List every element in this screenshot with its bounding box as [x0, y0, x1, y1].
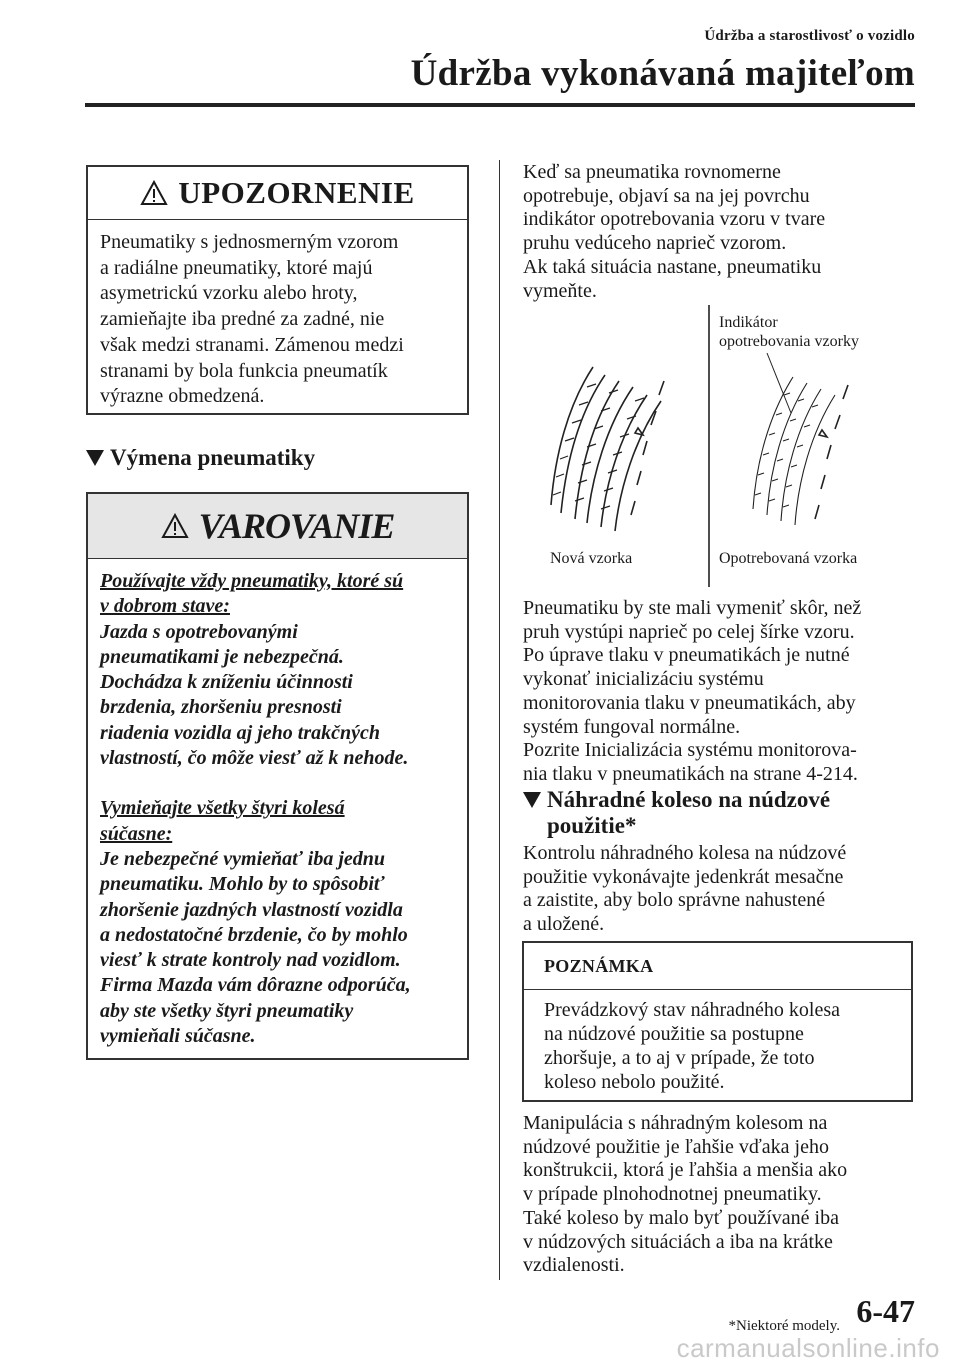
caution-body: [88, 220, 467, 420]
caution-line: asymetrickú vzorku alebo hroty,: [100, 282, 358, 305]
spare-check-paragraph: [523, 842, 923, 937]
text-line: Kontrolu náhradného kolesa na núdzové: [523, 842, 847, 864]
text-line: Po úprave tlaku v pneumatikách je nutné: [523, 644, 850, 667]
text-line: Pozrite Inicializácia systému monitorova-: [523, 739, 857, 762]
watermark: carmanualsonline.info: [676, 1333, 940, 1363]
text-line: Ak taká situácia nastane, pneumatiku: [523, 255, 822, 278]
text-line: nia tlaku v pneumatikách na strane 4-214.: [523, 762, 858, 785]
section-title: Údržba a starostlivosť o vozidlo: [704, 28, 915, 44]
tread-figure: [523, 305, 918, 590]
caution-line: výrazne obmedzená.: [100, 385, 265, 408]
caution-line: Pneumatiky s jednosmerným vzorom: [100, 231, 399, 253]
note-line: Prevádzkový stav náhradného kolesa: [544, 999, 841, 1021]
caution-line: stranami by bola funkcia pneumatík: [100, 359, 388, 382]
text-line: systém fungoval normálne.: [523, 715, 741, 738]
replacement-paragraph: [523, 597, 923, 787]
warning-line: pneumatiku. Mohlo by to spôsobiť: [100, 873, 385, 896]
text-line: a zaistite, aby bolo správne nahustené: [523, 889, 826, 912]
warning-line: riadenia vozidla aj jeho trakčných: [100, 721, 380, 744]
warning-line: viesť k strate kontroly nad vozidlom.: [100, 949, 401, 972]
text-line: konštrukcii, ktorá je ľahšia a menšia ako: [523, 1159, 848, 1182]
text-line: v prípade plnohodnotnej pneumatiky.: [523, 1183, 822, 1206]
note-header: POZNÁMKA: [524, 943, 911, 990]
caution-line: však medzi stranami. Zámenou medzi: [100, 333, 404, 356]
intro-paragraph: [523, 161, 923, 303]
text-line: použitie vykonávajte jedenkrát mesačne: [523, 865, 844, 888]
text-line: Manipulácia s náhradným kolesom na: [523, 1112, 828, 1134]
warning-subtitle: v dobrom stave:: [100, 595, 230, 618]
text-line: a uložené.: [523, 913, 605, 936]
section-heading-spare-wheel: [523, 787, 830, 839]
text-line: vykonať inicializáciu systému: [523, 668, 764, 691]
warning-header: [88, 494, 467, 559]
note-body: [524, 990, 911, 1102]
section-marker-icon: [523, 792, 541, 808]
spare-handling-paragraph: [523, 1112, 923, 1278]
text-line: indikátor opotrebovania vzoru v tvare: [523, 208, 826, 231]
text-line: núdzové použitie je ľahšie vďaka jeho: [523, 1135, 829, 1158]
header-rule: [85, 103, 915, 107]
new-tread-label: Nová vzorka: [550, 550, 633, 567]
tread-illustration: [523, 305, 918, 590]
indicator-label: opotrebovania vzorky: [719, 333, 859, 350]
caution-box: [86, 165, 469, 415]
text-line: Pneumatiku by ste mali vymeniť skôr, než: [523, 597, 862, 619]
section-heading-text: použitie*: [547, 813, 637, 838]
warning-line: Je nebezpečné vymieňať iba jednu: [100, 847, 386, 870]
note-line: na núdzové použitie sa postupne: [544, 1023, 804, 1045]
text-line: monitorovania tlaku v pneumatikách, aby: [523, 691, 856, 714]
note-box: [522, 941, 913, 1102]
note-line: zhoršuje, a to aj v prípade, že toto: [544, 1047, 815, 1069]
warning-line: a nedostatočné brzdenie, čo by mohlo: [100, 923, 408, 946]
section-marker-icon: [86, 450, 104, 466]
text-line: pruhu vedúceho naprieč vzorom.: [523, 232, 787, 255]
text-line: Keď sa pneumatika rovnomerne: [523, 161, 781, 183]
warning-title: VAROVANIE: [198, 506, 395, 546]
indicator-label: Indikátor: [719, 314, 778, 331]
section-heading-text: Výmena pneumatiky: [110, 445, 316, 470]
text-line: vymeňte.: [523, 279, 597, 302]
caution-header: [88, 167, 467, 220]
warning-triangle-icon: [161, 513, 189, 539]
text-line: Také koleso by malo byť používané iba: [523, 1206, 839, 1229]
worn-tread-label: Opotrebovaná vzorka: [719, 550, 858, 567]
warning-line: aby ste všetky štyri pneumatiky: [100, 999, 354, 1022]
warning-line: pneumatikami je nebezpečná.: [100, 645, 344, 668]
page-number: 6-47: [856, 1293, 915, 1329]
warning-line: vymieňali súčasne.: [100, 1025, 256, 1048]
warning-line: vlastností, čo môže viesť až k nehode.: [100, 747, 409, 770]
warning-subtitle: Vymieňajte všetky štyri kolesá: [100, 797, 345, 820]
caution-line: zamieňajte iba predné za zadné, nie: [100, 308, 385, 331]
section-heading-text: Náhradné koleso na núdzové: [547, 787, 831, 812]
warning-line: Firma Mazda vám dôrazne odporúča,: [100, 974, 411, 997]
column-divider: [499, 160, 500, 1280]
text-line: v núdzových situáciách a iba na krátke: [523, 1230, 833, 1253]
warning-line: zhoršenie jazdných vlastností vozidla: [100, 898, 403, 921]
note-line: koleso nebolo použité.: [544, 1071, 725, 1093]
warning-triangle-icon: [140, 180, 168, 206]
warning-body: [88, 559, 467, 1059]
footer-note: *Niektoré modely.: [728, 1318, 840, 1334]
warning-box: [86, 492, 469, 1060]
caution-line: a radiálne pneumatiky, ktoré majú: [100, 256, 373, 279]
text-line: opotrebuje, objaví sa na jej povrchu: [523, 184, 810, 207]
caution-title: UPOZORNENIE: [178, 175, 415, 210]
warning-line: brzdenia, zhoršeniu presnosti: [100, 696, 342, 719]
warning-subtitle: súčasne:: [100, 822, 173, 845]
warning-subtitle: Používajte vždy pneumatiky, ktoré sú: [100, 570, 404, 592]
section-heading-tire-replacement: [86, 445, 315, 471]
warning-line: Jazda s opotrebovanými: [100, 620, 298, 643]
text-line: pruh vystúpi naprieč po celej šírke vzoru.: [523, 620, 855, 643]
text-line: vzdialenosti.: [523, 1254, 625, 1277]
warning-line: Dochádza k zníženiu účinnosti: [100, 671, 353, 694]
page-title: Údržba vykonávaná majiteľom: [410, 53, 915, 94]
